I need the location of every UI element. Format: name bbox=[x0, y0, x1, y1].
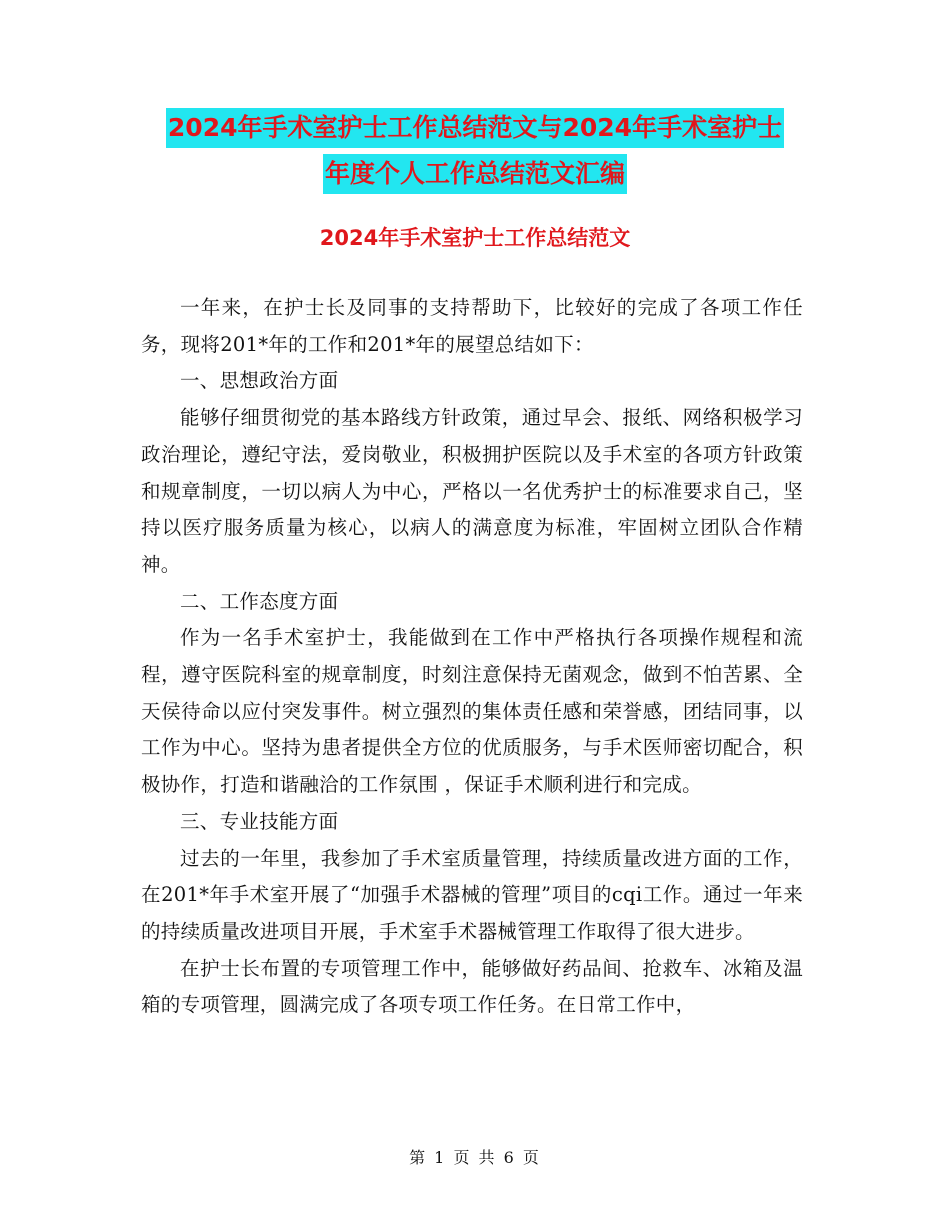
document-title bbox=[0, 108, 950, 200]
title-line-2: 年度个人工作总结范文汇编 bbox=[323, 154, 627, 194]
title-line-1: 2024年手术室护士工作总结范文与2024年手术室护士 bbox=[166, 108, 784, 148]
heading-political: 一、思想政治方面 bbox=[180, 369, 339, 393]
paragraph-attitude: 作为一名手术室护士，我能做到在工作中严格执行各项操作规程和流程，遵守医院科室的规章制度，时刻注意保持无菌观念，做到不怕苦累、全天侯待命以应付突发事件。树立强烈的集体责任感和荣誉感，团结同事，以工作为中心。坚持为患者提供全方位的优质服务，与手术医师密切配合，积极协作，打造和谐融洽的工作氛围 ，保证手术顺利进行和完成。 bbox=[141, 626, 803, 797]
paragraph-skills: 过去的一年里，我参加了手术室质量管理，持续质量改进方面的工作，在201*年手术室开展了“加强手术器械的管理”项目的cqi工作。通过一年来的持续质量改进项目开展，手术室手术器械管理工作取得了很大进步。 bbox=[141, 846, 803, 943]
heading-skills: 三、专业技能方面 bbox=[180, 809, 339, 833]
document-body bbox=[141, 290, 803, 1024]
heading-attitude: 二、工作态度方面 bbox=[180, 589, 339, 613]
page-footer: 第 1 页 共 6 页 bbox=[409, 1148, 541, 1167]
paragraph-intro: 一年来，在护士长及同事的支持帮助下，比较好的完成了各项工作任务，现将201*年的工作和201*年的展望总结如下： bbox=[141, 296, 803, 356]
paragraph-political: 能够仔细贯彻党的基本路线方针政策，通过早会、报纸、网络积极学习政治理论，遵纪守法，爱岗敬业，积极拥护医院以及手术室的各项方针政策和规章制度，一切以病人为中心，严格以一名优秀护士的标准要求自己，坚持以医疗服务质量为核心，以病人的满意度为标准，牢固树立团队合作精神。 bbox=[141, 406, 803, 576]
paragraph-special-management: 在护士长布置的专项管理工作中，能够做好药品间、抢救车、冰箱及温箱的专项管理，圆满完成了各项专项工作任务。在日常工作中， bbox=[141, 956, 803, 1017]
section-title: 2024年手术室护士工作总结范文 bbox=[319, 226, 631, 250]
